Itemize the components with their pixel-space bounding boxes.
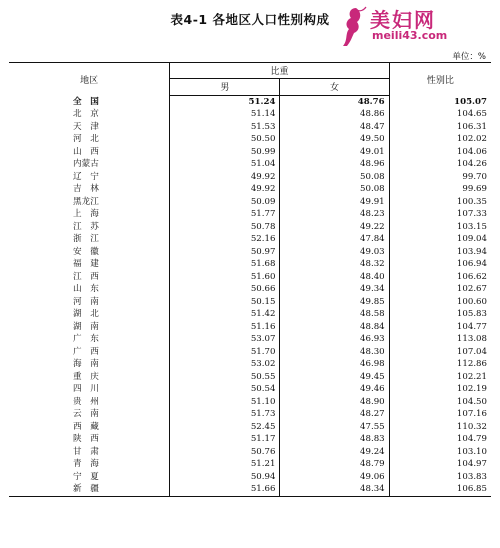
cell-male: 51.77 bbox=[170, 208, 280, 221]
table-row bbox=[9, 346, 491, 359]
cell-sex-ratio: 104.06 bbox=[389, 146, 491, 159]
cell-female: 49.34 bbox=[360, 284, 385, 295]
cell-female: 48.83 bbox=[360, 434, 385, 445]
cell-region: 广 东 bbox=[9, 333, 170, 346]
cell-sex-ratio: 102.67 bbox=[389, 283, 491, 296]
cell-female: 46.98 bbox=[360, 359, 385, 370]
cell-female: 48.86 bbox=[360, 109, 385, 120]
cell-region: 北 京 bbox=[9, 108, 170, 121]
cell-female: 48.90 bbox=[360, 396, 385, 407]
cell-male: 50.09 bbox=[170, 196, 280, 209]
cell-female: 48.79 bbox=[360, 459, 385, 470]
cell-sex-ratio: 104.26 bbox=[389, 158, 491, 171]
cell-sex-ratio: 103.10 bbox=[389, 446, 491, 459]
cell-sex-ratio: 105.83 bbox=[389, 308, 491, 321]
cell-region: 青 海 bbox=[9, 458, 170, 471]
cell-sex-ratio: 103.15 bbox=[389, 221, 491, 234]
cell-sex-ratio: 113.08 bbox=[389, 333, 491, 346]
cell-region: 江 西 bbox=[9, 271, 170, 284]
cell-female: 49.46 bbox=[360, 384, 385, 395]
cell-female: 49.45 bbox=[360, 371, 385, 382]
header-region: 地区 bbox=[9, 63, 170, 96]
cell-male: 50.54 bbox=[170, 383, 280, 396]
cell-region: 全 国 bbox=[9, 95, 170, 108]
cell-sex-ratio: 103.83 bbox=[389, 471, 491, 484]
cell-region: 山 西 bbox=[9, 146, 170, 159]
watermark-brand: 美妇网 bbox=[370, 8, 436, 32]
cell-male: 51.66 bbox=[170, 483, 280, 496]
cell-region: 湖 北 bbox=[9, 308, 170, 321]
cell-region: 天 津 bbox=[9, 121, 170, 134]
cell-female: 48.58 bbox=[360, 309, 385, 320]
cell-male: 52.45 bbox=[170, 421, 280, 434]
table-row bbox=[9, 171, 491, 184]
header-male: 男 bbox=[170, 79, 280, 95]
cell-male: 49.92 bbox=[170, 183, 280, 196]
table-row bbox=[9, 296, 491, 309]
population-sex-table bbox=[9, 62, 491, 497]
cell-sex-ratio: 100.35 bbox=[389, 196, 491, 209]
cell-sex-ratio: 102.21 bbox=[389, 371, 491, 384]
unit-label: 单位：% bbox=[452, 52, 486, 62]
cell-region: 贵 州 bbox=[9, 396, 170, 409]
cell-sex-ratio: 104.65 bbox=[389, 108, 491, 121]
cell-region: 河 北 bbox=[9, 133, 170, 146]
cell-region: 安 徽 bbox=[9, 246, 170, 259]
cell-male: 51.53 bbox=[170, 121, 280, 134]
cell-male: 50.15 bbox=[170, 296, 280, 309]
cell-male: 51.73 bbox=[170, 408, 280, 421]
cell-sex-ratio: 107.04 bbox=[389, 346, 491, 359]
cell-region: 内蒙古 bbox=[9, 158, 170, 171]
cell-sex-ratio: 106.85 bbox=[389, 483, 491, 496]
cell-sex-ratio: 102.19 bbox=[389, 383, 491, 396]
cell-male: 50.55 bbox=[170, 371, 280, 384]
cell-male: 51.04 bbox=[170, 158, 280, 171]
table-row bbox=[9, 158, 491, 171]
cell-region: 云 南 bbox=[9, 408, 170, 421]
cell-male: 51.70 bbox=[170, 346, 280, 359]
cell-male: 50.97 bbox=[170, 246, 280, 259]
cell-sex-ratio: 102.02 bbox=[389, 133, 491, 146]
table-row-total bbox=[9, 95, 491, 108]
cell-female: 46.93 bbox=[360, 334, 385, 345]
table-row bbox=[9, 421, 491, 434]
cell-female: 48.30 bbox=[360, 346, 385, 357]
cell-sex-ratio: 105.07 bbox=[389, 95, 491, 108]
cell-male: 50.94 bbox=[170, 471, 280, 484]
table-row bbox=[9, 246, 491, 259]
table-row bbox=[9, 408, 491, 421]
table-row bbox=[9, 333, 491, 346]
table-row bbox=[9, 258, 491, 271]
cell-male: 50.50 bbox=[170, 133, 280, 146]
cell-region: 湖 南 bbox=[9, 321, 170, 334]
cell-sex-ratio: 104.77 bbox=[389, 321, 491, 334]
cell-female: 48.76 bbox=[357, 96, 385, 107]
cell-sex-ratio: 107.16 bbox=[389, 408, 491, 421]
table-row bbox=[9, 121, 491, 134]
table-row bbox=[9, 433, 491, 446]
cell-female: 47.84 bbox=[360, 234, 385, 245]
cell-female: 48.47 bbox=[360, 121, 385, 132]
watermark-logo bbox=[336, 4, 486, 48]
cell-region: 四 川 bbox=[9, 383, 170, 396]
table-row bbox=[9, 371, 491, 384]
cell-male: 51.68 bbox=[170, 258, 280, 271]
cell-sex-ratio: 103.94 bbox=[389, 246, 491, 259]
cell-region: 辽 宁 bbox=[9, 171, 170, 184]
cell-male: 53.02 bbox=[170, 358, 280, 371]
cell-female: 49.24 bbox=[360, 446, 385, 457]
cell-male: 51.10 bbox=[170, 396, 280, 409]
cell-sex-ratio: 109.04 bbox=[389, 233, 491, 246]
header-female: 女 bbox=[280, 79, 389, 95]
cell-male: 50.66 bbox=[170, 283, 280, 296]
table-row bbox=[9, 446, 491, 459]
cell-sex-ratio: 106.62 bbox=[389, 271, 491, 284]
cell-female: 48.84 bbox=[360, 321, 385, 332]
cell-male: 50.99 bbox=[170, 146, 280, 159]
table-title: 表4-1 各地区人口性别构成 bbox=[170, 12, 330, 27]
cell-female: 49.91 bbox=[360, 196, 385, 207]
cell-region: 陕 西 bbox=[9, 433, 170, 446]
cell-male: 51.21 bbox=[170, 458, 280, 471]
table-row bbox=[9, 308, 491, 321]
table-row bbox=[9, 458, 491, 471]
cell-female: 49.03 bbox=[360, 246, 385, 257]
table-row bbox=[9, 358, 491, 371]
table-row bbox=[9, 196, 491, 209]
cell-region: 江 苏 bbox=[9, 221, 170, 234]
cell-region: 浙 江 bbox=[9, 233, 170, 246]
table-row bbox=[9, 183, 491, 196]
table-row bbox=[9, 483, 491, 496]
table-row bbox=[9, 321, 491, 334]
cell-sex-ratio: 112.86 bbox=[389, 358, 491, 371]
table-row bbox=[9, 108, 491, 121]
cell-female: 48.96 bbox=[360, 159, 385, 170]
header-sex-ratio: 性别比 bbox=[389, 63, 491, 96]
cell-female: 48.32 bbox=[360, 259, 385, 270]
cell-female: 50.08 bbox=[360, 171, 385, 182]
header-share: 比重 bbox=[170, 63, 389, 79]
cell-male: 50.76 bbox=[170, 446, 280, 459]
cell-female: 48.23 bbox=[360, 209, 385, 220]
cell-region: 河 南 bbox=[9, 296, 170, 309]
cell-sex-ratio: 106.31 bbox=[389, 121, 491, 134]
table-row bbox=[9, 383, 491, 396]
cell-sex-ratio: 99.70 bbox=[389, 171, 491, 184]
cell-sex-ratio: 104.97 bbox=[389, 458, 491, 471]
cell-male: 53.07 bbox=[170, 333, 280, 346]
cell-sex-ratio: 104.79 bbox=[389, 433, 491, 446]
cell-sex-ratio: 99.69 bbox=[389, 183, 491, 196]
cell-sex-ratio: 104.50 bbox=[389, 396, 491, 409]
cell-female: 49.85 bbox=[360, 296, 385, 307]
cell-region: 福 建 bbox=[9, 258, 170, 271]
table-row bbox=[9, 146, 491, 159]
cell-male: 51.24 bbox=[170, 95, 280, 108]
cell-sex-ratio: 106.94 bbox=[389, 258, 491, 271]
woman-silhouette-icon bbox=[336, 4, 370, 48]
cell-female: 49.50 bbox=[360, 134, 385, 145]
cell-region: 吉 林 bbox=[9, 183, 170, 196]
cell-female: 47.55 bbox=[360, 421, 385, 432]
cell-male: 51.42 bbox=[170, 308, 280, 321]
cell-male: 52.16 bbox=[170, 233, 280, 246]
table-row bbox=[9, 283, 491, 296]
cell-male: 51.17 bbox=[170, 433, 280, 446]
cell-male: 51.16 bbox=[170, 321, 280, 334]
cell-region: 山 东 bbox=[9, 283, 170, 296]
table-row bbox=[9, 471, 491, 484]
cell-sex-ratio: 100.60 bbox=[389, 296, 491, 309]
table-row bbox=[9, 208, 491, 221]
cell-region: 西 藏 bbox=[9, 421, 170, 434]
cell-region: 黑龙江 bbox=[9, 196, 170, 209]
cell-male: 50.78 bbox=[170, 221, 280, 234]
cell-female: 48.40 bbox=[360, 271, 385, 282]
cell-female: 49.01 bbox=[360, 146, 385, 157]
cell-region: 宁 夏 bbox=[9, 471, 170, 484]
cell-male: 51.60 bbox=[170, 271, 280, 284]
cell-region: 广 西 bbox=[9, 346, 170, 359]
cell-female: 48.34 bbox=[280, 483, 389, 496]
table-row bbox=[9, 271, 491, 284]
cell-region: 新 疆 bbox=[9, 483, 170, 496]
cell-region: 甘 肃 bbox=[9, 446, 170, 459]
cell-region: 重 庆 bbox=[9, 371, 170, 384]
cell-sex-ratio: 107.33 bbox=[389, 208, 491, 221]
cell-female: 49.22 bbox=[360, 221, 385, 232]
cell-female: 49.06 bbox=[360, 471, 385, 482]
cell-male: 49.92 bbox=[170, 171, 280, 184]
cell-region: 上 海 bbox=[9, 208, 170, 221]
cell-female: 48.27 bbox=[360, 409, 385, 420]
watermark-site: meili43.com bbox=[372, 29, 448, 42]
cell-sex-ratio: 110.32 bbox=[389, 421, 491, 434]
cell-female: 50.08 bbox=[360, 184, 385, 195]
table-row bbox=[9, 233, 491, 246]
cell-male: 51.14 bbox=[170, 108, 280, 121]
table-row bbox=[9, 221, 491, 234]
cell-region: 海 南 bbox=[9, 358, 170, 371]
table-row bbox=[9, 396, 491, 409]
table-row bbox=[9, 133, 491, 146]
